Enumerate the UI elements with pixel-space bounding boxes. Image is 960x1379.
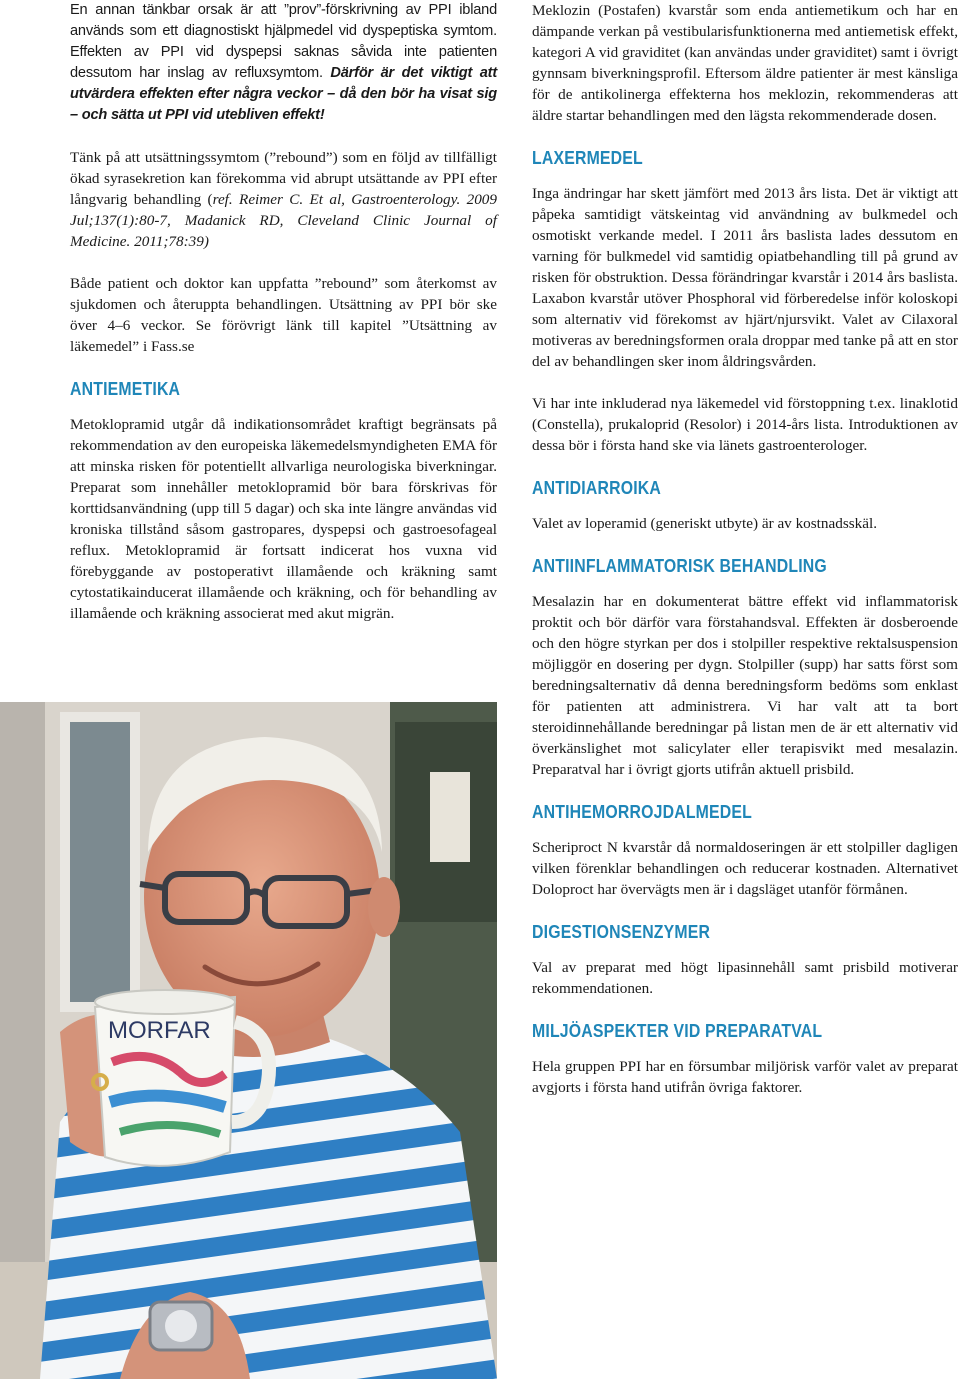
paragraph-loperamid: Valet av loperamid (generiskt utbyte) är av kostnadsskäl. [532,515,877,532]
paragraph-metoklopramid: Metoklopramid utgår då indikationsområdet kraftigt begränsats på rekommendation av den europeiska läkemedelsmyndigheten EMA för att minska risken för potentiellt allvarliga neurologiska biverkningar. Preparat som innehåller metoklopramid bör bara förskrivas för korttidsanvändning (upp till 5 dagar) och ska inte längre användas vid kroniska tillstånd såsom gastropares, dyspepsi och gastroesofageal reflux. Metoklopramid är fortsatt indicerat hos vuxna vid förebyggande av postoperativt illamående och kräkning samt cytostatikainducerat illamående och kräkning, och för behandling av illamående och kräkning associerat med akut migrän. [70,416,497,622]
heading-miljoaspekter: MILJÖASPEKTER VID PREPARATVAL [532,1021,823,1041]
heading-antiinflammatorisk: ANTIINFLAMMATORISK BEHANDLING [532,556,827,576]
lantern [430,772,470,862]
paragraph-digestion: Val av preparat med högt lipasinnehåll samt prisbild motiverar rekommendationen. [532,959,958,997]
paragraph-ppi-dyspepsia: En annan tänkbar orsak är att ”prov”-förskrivning av PPI ibland används som ett diagnostiskt hjälpmedel vid dyspeptiska symtom. Effekten av PPI vid dyspepsi saknas såvida inte patienten dessutom har inslag av refluxsymtom. Därför är det viktigt att utvärdera effekten efter några veckor – då den bör ha visat sig – och sätta ut PPI vid utebliven effekt! [70,2,497,123]
mug-text: MORFAR [108,1017,211,1044]
paragraph-meklozin: Meklozin (Postafen) kvarstår som enda antiemetikum och har en dämpande verkan på vestibularisfunktionerna med antiemetisk effekt, kategori A vid graviditet (kan användas under graviditet) samt i övrigt gynnsam biverkningsprofil. Eftersom äldre patienter är mest känsliga för de antikolinerga effekterna hos meklozin, rekommenderas att äldre startar behandlingen med den lägsta rekommenderade dosen. [532,2,958,124]
photo-man-with-mug [0,702,497,1379]
paragraph-scheriproct: Scheriproct N kvarstår då normaldoseringen är ett stolpiller dagligen vilken förenklar behandlingen och reducerar kostnaden. Alternativet Doloproct har övervägts men är i dagsläget utanför förmånen. [532,839,958,898]
heading-digestionsenzymer: DIGESTIONSENZYMER [532,922,711,942]
photo-illustration [0,702,497,1379]
heading-antidiarroika: ANTIDIARROIKA [532,478,662,498]
heading-laxermedel: LAXERMEDEL [532,148,643,168]
reference-citation: ref. Reimer C. Et al, Gastroenterology. 2009 Jul;137(1):80-7, Madanick RD, Cleveland Clinic Journal of Medicine. 2011;78:39) [70,191,497,250]
paragraph-mesalazin: Mesalazin har en dokumenterat bättre effekt vid inflammatorisk proktit och bör därför vara förstahandsval. Effekten är dosberoende och den högre styrkan per dos i stolpiller respektive rektalsuspension möjliggör en dosering per dygn. Stolpiller (supp) har satts först som beredningsalternativ då denna beredningsform bedöms som enklast för patienten att administrera. Vi har valt att ta bort steroidinnehållande beredningar på listan men de är ett alternativ vid överkänslighet mot salicylater eller terapisvikt med mesalazin. Preparatval har i övrigt gjorts utifrån aktuell prisbild. [532,593,958,778]
right-column [532,0,958,1119]
emphasis-evaluate-effect: Därför är det viktigt att utvärdera effekten efter några veckor – då den bör ha visat sig – och sätta ut PPI vid utebliven effekt! [70,65,497,123]
paragraph-rebound: Tänk på att utsättningssymtom (”rebound”) som en följd av tillfälligt ökad syrasekretion kan förekomma vid abrupt utsättande av PPI efter långvarig behandling (ref. Reimer C. Et al, Gastroenterology. 2009 Jul;137(1):80-7, Madanick RD, Cleveland Clinic Journal of Medicine. 2011;78:39) [70,149,497,250]
heading-antiemetika: ANTIEMETIKA [70,379,181,399]
paragraph-laxermedel: Inga ändringar har skett jämfört med 2013 års lista. Det är viktigt att påpeka samtidigt vätskeintag vid användning av bulkmedel och osmotiskt verkande medel. I 2011 års baslista lades dessutom en varning för bulkmedel vid samtidig opiatbehandling till på grund av risken för obstruktion. Dessa förändringar kvarstår i 2014 års baslista. Laxabon kvarstår utöver Phosphoral vid förberedelse inför koloskopi som alternativ vid förekomst av hjärt/njursvikt. Valet av Cilaxoral motiveras av beredningsformen orala droppar med tanke på att en stor del av behandlingen sker inom åldringsvården. [532,185,958,370]
paragraph-rebound-taper: Både patient och doktor kan uppfatta ”rebound” som återkomst av sjukdomen och återuppta behandlingen. Utsättning av PPI bör ske över 4–6 veckor. Se förövrigt länk till kapitel ”Utsättning av läkemedel” i Fass.se [70,275,497,355]
paragraph-new-drugs: Vi har inte inkluderad nya läkemedel vid förstoppning t.ex. linaklotid (Constella), prukaloprid (Resolor) i 2014-års lista. Introduktionen av dessa bör i första hand ske via länets gastroenterologer. [532,395,958,454]
left-column [70,0,497,645]
paragraph-miljo: Hela gruppen PPI har en försumbar miljörisk varför valet av preparat avgjorts i första hand utifrån övriga faktorer. [532,1058,958,1096]
heading-antihemorrojdalmedel: ANTIHEMORROJDALMEDEL [532,802,752,822]
